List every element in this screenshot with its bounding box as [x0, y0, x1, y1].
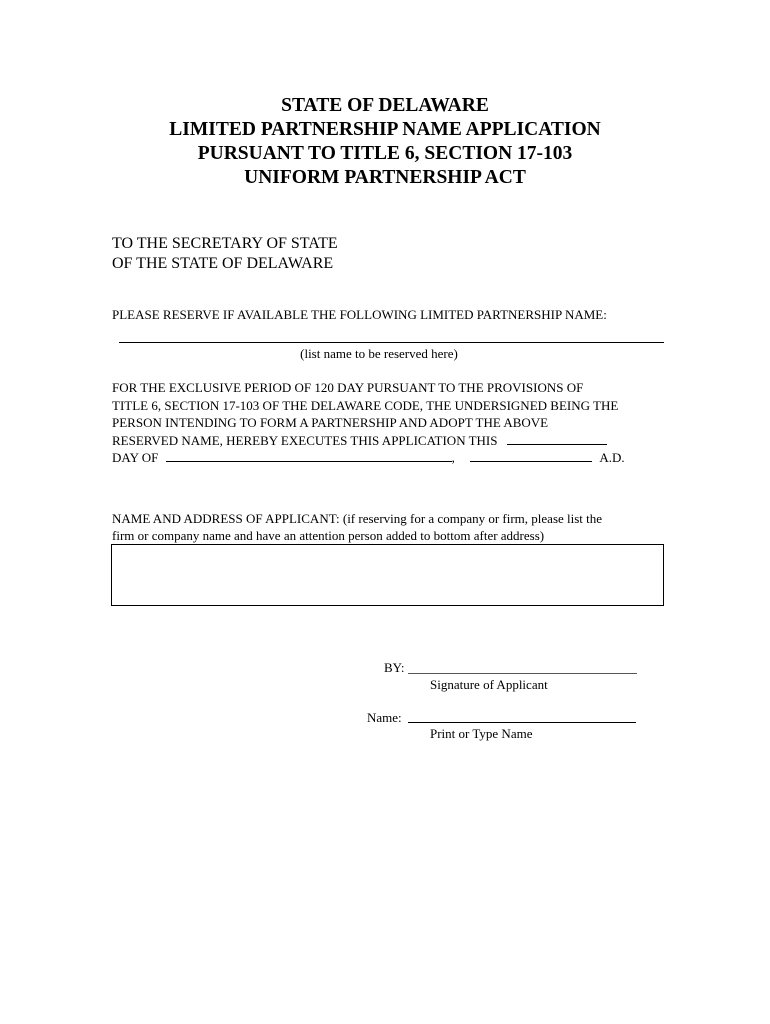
day-of-label: DAY OF	[112, 450, 159, 465]
reserved-name-field[interactable]	[119, 342, 664, 343]
addressee-line-2: OF THE STATE OF DELAWARE	[112, 255, 334, 272]
addressee	[112, 234, 338, 274]
title-line-1: STATE OF DELAWARE	[281, 95, 489, 116]
paragraph-line-4	[112, 432, 625, 450]
period-paragraph	[112, 379, 625, 467]
reserved-name-caption: (list name to be reserved here)	[300, 346, 458, 361]
signature-caption: Signature of Applicant	[430, 677, 548, 692]
title-line-2: LIMITED PARTNERSHIP NAME APPLICATION	[169, 119, 601, 140]
paragraph-line-4-text: RESERVED NAME, HEREBY EXECUTES THIS APPLICATION THIS	[112, 432, 498, 448]
year-field[interactable]	[470, 449, 592, 462]
print-name-field[interactable]	[408, 722, 636, 723]
document-title	[0, 94, 770, 190]
comma-separator: ,	[451, 450, 455, 465]
month-field[interactable]	[166, 449, 452, 462]
applicant-address-box[interactable]	[111, 544, 664, 606]
print-name-caption: Print or Type Name	[430, 726, 533, 741]
addressee-line-1: TO THE SECRETARY OF STATE	[112, 235, 338, 252]
applicant-label-line-2: firm or company name and have an attention person added to bottom after address)	[112, 527, 545, 543]
name-label: Name:	[367, 710, 402, 725]
paragraph-line-5	[112, 449, 625, 467]
ad-label: A.D.	[599, 450, 625, 465]
title-line-4: UNIFORM PARTNERSHIP ACT	[244, 167, 526, 188]
paragraph-line-2: TITLE 6, SECTION 17-103 OF THE DELAWARE CODE, THE UNDERSIGNED BEING THE	[112, 397, 619, 413]
by-label: BY:	[384, 660, 405, 675]
signature-field[interactable]	[408, 673, 637, 674]
paragraph-line-1: FOR THE EXCLUSIVE PERIOD OF 120 DAY PURSUANT TO THE PROVISIONS OF	[112, 380, 584, 395]
day-number-field[interactable]	[507, 432, 607, 445]
applicant-label	[112, 511, 602, 544]
paragraph-line-3: PERSON INTENDING TO FORM A PARTNERSHIP AND ADOPT THE ABOVE	[112, 415, 549, 430]
applicant-label-line-1: NAME AND ADDRESS OF APPLICANT: (if reserving for a company or firm, please list the	[112, 511, 603, 526]
title-line-3: PURSUANT TO TITLE 6, SECTION 17-103	[197, 143, 573, 164]
reserve-instruction: PLEASE RESERVE IF AVAILABLE THE FOLLOWING LIMITED PARTNERSHIP NAME:	[112, 307, 607, 322]
